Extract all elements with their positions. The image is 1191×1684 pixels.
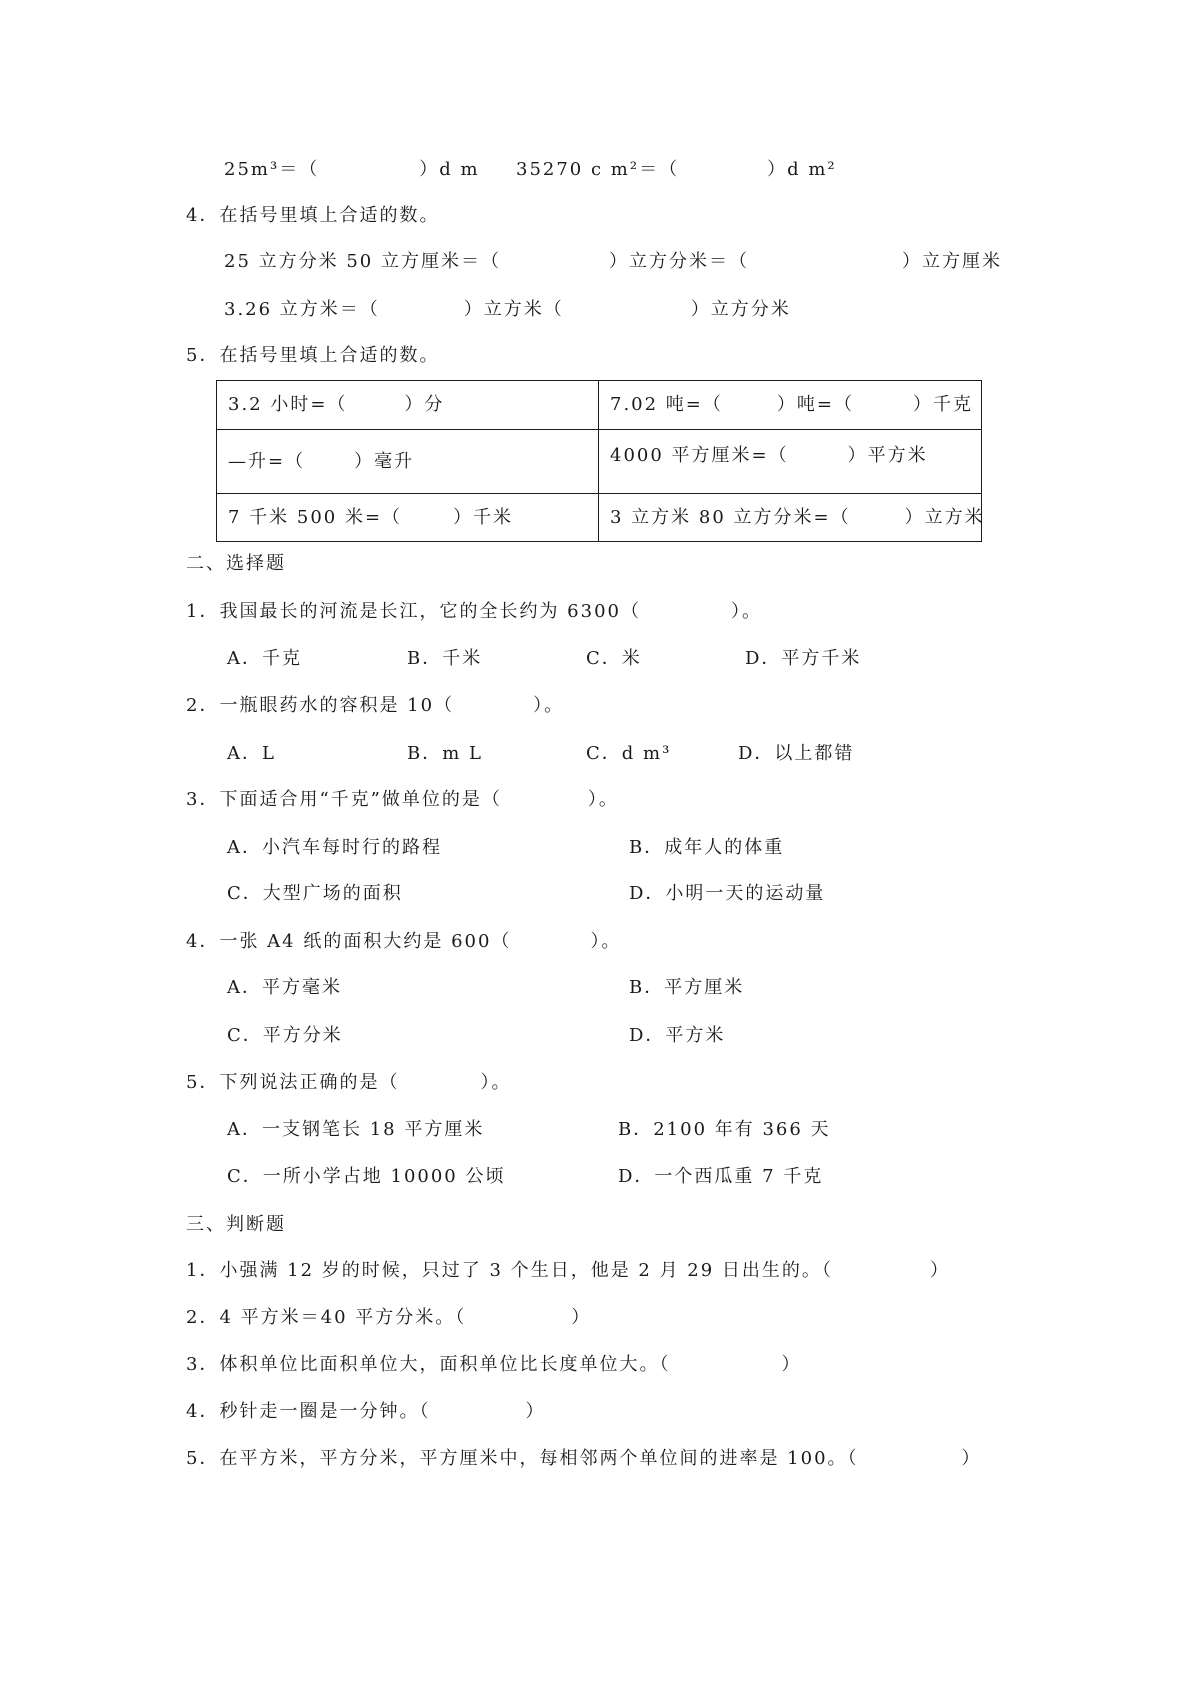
answer-blank	[833, 1275, 930, 1276]
fill-line	[224, 298, 791, 322]
judge-item	[186, 1353, 801, 1377]
answer-blank	[749, 266, 902, 267]
option-a: A．小汽车每时行的路程	[227, 837, 442, 858]
answer-blank	[305, 466, 354, 467]
answer-blank	[851, 522, 905, 523]
section-heading: 二、选择题	[186, 553, 286, 574]
table-cell	[217, 494, 599, 542]
statement-text: 2．4 平方米＝40 平方分米。（	[186, 1307, 467, 1328]
option-b: B．成年人的体重	[629, 837, 785, 858]
choice-question	[186, 930, 621, 954]
statement-end: ）	[929, 1260, 950, 1281]
option-a: A．千克	[227, 648, 302, 669]
question-stem-end: ）。	[590, 931, 622, 952]
cell-text: 7.02 吨=（	[610, 394, 723, 415]
judge-item	[186, 1447, 982, 1471]
expr-text: 25 立方分米 50 立方厘米＝（	[224, 251, 501, 272]
question-stem-end: ）。	[730, 601, 762, 622]
expr-text: 25m³＝（	[224, 159, 320, 180]
question-stem-end: ）。	[533, 695, 565, 716]
option-c: C．大型广场的面积	[227, 883, 403, 904]
answer-blank	[347, 409, 404, 410]
table-cell	[599, 381, 982, 430]
statement-text: 5．在平方米，平方分米，平方厘米中，每相邻两个单位间的进率是 100。（	[186, 1448, 859, 1469]
option-c: C．一所小学占地 10000 公顷	[227, 1166, 506, 1187]
cell-text: —升=（	[228, 450, 306, 472]
fill-line	[224, 250, 1002, 274]
answer-blank	[466, 1322, 571, 1323]
table-row	[217, 494, 982, 542]
cell-text: ）立方米	[904, 506, 985, 528]
cell-text: ）千克	[912, 394, 973, 415]
option-b: B．2100 年有 366 天	[618, 1119, 831, 1140]
option-c: C．d m³	[586, 743, 672, 764]
answer-blank	[854, 409, 913, 410]
answer-blank	[564, 314, 691, 315]
cell-text: ）毫升	[354, 450, 415, 472]
option-d: D．一个西瓜重 7 千克	[618, 1166, 824, 1187]
judge-item	[186, 1259, 950, 1283]
statement-text: 3．体积单位比面积单位大，面积单位比长度单位大。（	[186, 1354, 671, 1375]
table-cell	[599, 430, 982, 494]
table-cell	[599, 494, 985, 542]
option-b: B．平方厘米	[629, 977, 745, 998]
answer-blank	[380, 314, 464, 315]
expr-text: 3.26 立方米＝（	[224, 299, 380, 320]
question-stem: 3．下面适合用“千克”做单位的是（	[186, 789, 502, 810]
cell-text: 3 立方米 80 立方分米=（	[610, 506, 851, 528]
option-d: D．以上都错	[738, 743, 855, 764]
expr-text: ）d m	[419, 159, 480, 180]
table-cell	[217, 430, 599, 494]
statement-end: ）	[781, 1354, 802, 1375]
answer-blank	[679, 174, 767, 175]
unit-conversion-a	[224, 158, 480, 182]
statement-text: 4．秒针走一圈是一分钟。（	[186, 1401, 431, 1422]
statement-text: 1．小强满 12 岁的时候，只过了 3 个生日，他是 2 月 29 日出生的。（	[186, 1260, 833, 1281]
question-stem: 2．一瓶眼药水的容积是 10（	[186, 695, 455, 716]
answer-blank	[859, 1463, 962, 1464]
answer-blank	[430, 1416, 525, 1417]
statement-end: ）	[961, 1448, 982, 1469]
question-title: 5．在括号里填上合适的数。	[186, 345, 440, 366]
choice-question	[186, 788, 619, 812]
expr-text: ）立方分米	[690, 299, 791, 320]
cell-text: 4000 平方厘米=（	[610, 444, 789, 466]
answer-blank	[501, 266, 609, 267]
expr-text: ）立方分米＝（	[608, 251, 749, 272]
answer-blank	[319, 174, 419, 175]
answer-blank	[789, 460, 848, 461]
option-a: A．一支钢笔长 18 平方厘米	[227, 1119, 485, 1140]
table-cell	[217, 381, 599, 430]
table-row	[217, 381, 982, 430]
judge-item	[186, 1400, 545, 1424]
cell-text: ）千米	[453, 506, 514, 528]
answer-blank	[641, 616, 731, 617]
answer-blank	[454, 710, 533, 711]
answer-blank	[511, 946, 590, 947]
cell-text: ）分	[404, 394, 445, 415]
option-c: C．平方分米	[227, 1025, 343, 1046]
question-stem-end: ）。	[480, 1072, 512, 1093]
answer-blank	[402, 522, 453, 523]
section-heading: 三、判断题	[186, 1214, 286, 1235]
table-row	[217, 430, 982, 494]
option-a: A．平方毫米	[227, 977, 342, 998]
conversion-table	[216, 380, 985, 542]
cell-text: 7 千米 500 米=（	[228, 506, 403, 528]
answer-blank	[723, 409, 777, 410]
question-stem: 4．一张 A4 纸的面积大约是 600（	[186, 931, 512, 952]
expr-text: ）立方米（	[463, 299, 564, 320]
option-d: D．平方千米	[745, 648, 862, 669]
option-a: A．L	[227, 743, 276, 764]
option-c: C．米	[586, 648, 642, 669]
answer-blank	[502, 804, 588, 805]
option-d: D．平方米	[629, 1025, 726, 1046]
statement-end: ）	[525, 1401, 546, 1422]
option-b: B．千米	[407, 648, 483, 669]
question-stem: 5．下列说法正确的是（	[186, 1072, 400, 1093]
choice-question	[186, 694, 564, 718]
cell-text: ）吨=（	[776, 394, 854, 415]
expr-text: 35270 c m²＝（	[516, 159, 680, 180]
question-title: 4．在括号里填上合适的数。	[186, 205, 440, 226]
cell-text: ）平方米	[847, 444, 928, 466]
option-d: D．小明一天的运动量	[629, 883, 826, 904]
question-stem-end: ）。	[587, 789, 619, 810]
expr-text: ）立方厘米	[901, 251, 1002, 272]
expr-text: ）d m²	[767, 159, 837, 180]
choice-question	[186, 600, 762, 624]
cell-text: 3.2 小时=（	[228, 394, 348, 415]
unit-conversion-b	[516, 158, 837, 182]
judge-item	[186, 1306, 591, 1330]
answer-blank	[670, 1369, 781, 1370]
answer-blank	[399, 1087, 480, 1088]
choice-question	[186, 1071, 511, 1095]
option-b: B．m L	[407, 743, 483, 764]
question-stem: 1．我国最长的河流是长江，它的全长约为 6300（	[186, 601, 641, 622]
statement-end: ）	[571, 1307, 592, 1328]
